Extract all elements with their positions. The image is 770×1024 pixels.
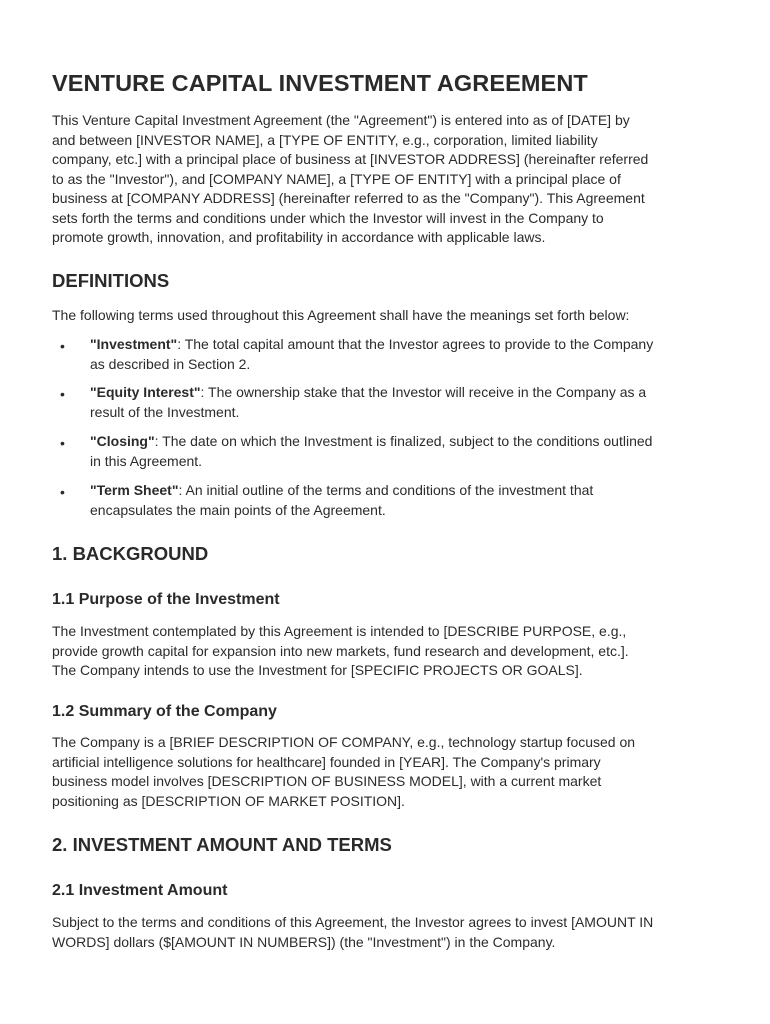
section-2-1-paragraph (52, 913, 653, 952)
definition-term: "Investment" (90, 336, 178, 352)
paragraph-line: provide growth capital for expansion into new markets, fund research and development, etc.]. (52, 642, 629, 659)
section-2-1-heading: 2.1 Investment Amount (52, 882, 228, 899)
intro-line: to as the "Investor"), and [COMPANY NAME], a [TYPE OF ENTITY] with a principal place of (52, 170, 621, 187)
definition-description: : The ownership stake that the Investor will receive in the Company as a (200, 384, 647, 400)
paragraph-line: WORDS] dollars ($[AMOUNT IN NUMBERS]) (the "Investment") in the Company. (52, 933, 556, 950)
definition-description: : The total capital amount that the Investor agrees to provide to the Company (177, 336, 654, 352)
intro-line: company, etc.] with a principal place of business at [INVESTOR ADDRESS] (hereinafter referred (52, 151, 649, 167)
section-1-2-heading: 1.2 Summary of the Company (52, 703, 277, 720)
intro-line: This Venture Capital Investment Agreement (the "Agreement") is entered into as of [DATE] by (52, 112, 630, 128)
paragraph-line: Subject to the terms and conditions of this Agreement, the Investor agrees to invest [AMOUNT IN (52, 914, 654, 930)
paragraph-line: business model involves [DESCRIPTION OF BUSINESS MODEL], with a current market (52, 773, 602, 789)
definitions-lead: The following terms used throughout this Agreement shall have the meanings set forth below: (52, 307, 630, 323)
definition-text (90, 383, 722, 422)
definition-description: in this Agreement. (90, 452, 203, 469)
section-1-2-paragraph (52, 733, 635, 811)
section-1-1-paragraph (52, 622, 629, 681)
definition-description: : An initial outline of the terms and conditions of the investment that (178, 482, 594, 498)
definition-text (90, 432, 722, 471)
definition-term: "Term Sheet" (90, 482, 179, 498)
section-2-heading: 2. INVESTMENT AMOUNT AND TERMS (52, 834, 392, 855)
definition-description: result of the Investment. (90, 403, 240, 420)
definition-term: "Closing" (90, 433, 155, 449)
definition-text (90, 481, 722, 520)
intro-line: business at [COMPANY ADDRESS] (hereinafter referred to as the "Company"). This Agreement (52, 190, 645, 206)
definitions-heading: DEFINITIONS (52, 270, 170, 291)
intro-line: and between [INVESTOR NAME], a [TYPE OF ENTITY, e.g., corporation, limited liability (52, 131, 598, 148)
paragraph-line: The Company intends to use the Investment for [SPECIFIC PROJECTS OR GOALS]. (52, 662, 583, 678)
definition-text (90, 335, 722, 374)
definition-description: : The date on which the Investment is finalized, subject to the conditions outlined (154, 433, 653, 449)
bullet-icon: • (60, 435, 65, 451)
section-1-1-heading: 1.1 Purpose of the Investment (52, 591, 280, 608)
definition-description: as described in Section 2. (90, 355, 251, 372)
paragraph-line: The Company is a [BRIEF DESCRIPTION OF COMPANY, e.g., technology startup focused on (52, 734, 636, 750)
bullet-icon: • (60, 484, 65, 500)
bullet-icon: • (60, 386, 65, 402)
intro-line: sets forth the terms and conditions under which the Investor will invest in the Company to (52, 209, 604, 226)
paragraph-line: The Investment contemplated by this Agreement is intended to [DESCRIBE PURPOSE, e.g., (52, 623, 627, 639)
document-title: VENTURE CAPITAL INVESTMENT AGREEMENT (52, 70, 588, 96)
section-1-heading: 1. BACKGROUND (52, 543, 209, 564)
bullet-icon: • (60, 338, 65, 354)
paragraph-line: artificial intelligence solutions for healthcare] founded in [YEAR]. The Company's primary (52, 753, 601, 770)
intro-line: promote growth, innovation, and profitability in accordance with applicable laws. (52, 229, 546, 245)
definition-term: "Equity Interest" (90, 384, 201, 400)
definition-description: encapsulates the main points of the Agreement. (90, 501, 386, 518)
intro-paragraph (52, 111, 648, 248)
paragraph-line: positioning as [DESCRIPTION OF MARKET POSITION]. (52, 792, 405, 809)
